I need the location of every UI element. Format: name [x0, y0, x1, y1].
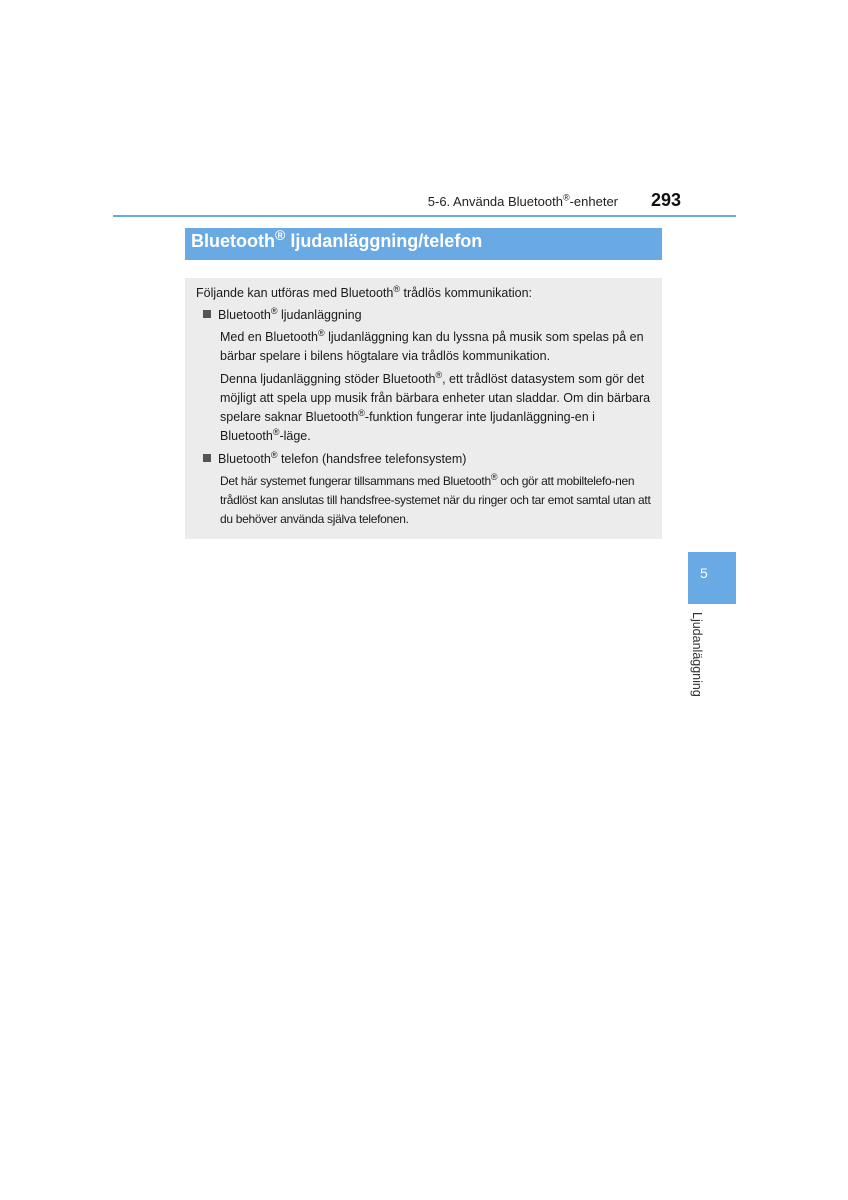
- info-box: [185, 278, 662, 539]
- section-title: [191, 227, 483, 251]
- phone-paragraph: [220, 472, 652, 529]
- registered-mark: ®: [358, 407, 365, 418]
- header-divider: [113, 215, 736, 217]
- square-bullet-icon: [203, 454, 211, 462]
- registered-mark: ®: [490, 472, 498, 482]
- audio-paragraph-2-part4: -läge.: [279, 429, 311, 443]
- section-title-suffix: ljudanläggning/telefon: [285, 231, 483, 251]
- phone-heading-prefix: Bluetooth: [218, 452, 271, 466]
- audio-paragraph-2-part3: -funktion fungerar inte ljudanläggning-en i Bluetooth: [220, 410, 595, 443]
- audio-paragraph-2: [220, 370, 652, 446]
- registered-mark: ®: [274, 227, 286, 243]
- intro-text-suffix: trådlös kommunikation:: [400, 286, 533, 300]
- audio-paragraph-1: [220, 328, 652, 366]
- audio-paragraph-2-part2: , ett trådlöst datasystem som gör det möjligt att spela upp musik från bärbara enheter utan sladdar. Om din bärbara spelare saknar Bluetooth: [220, 372, 651, 424]
- audio-paragraph-2-part1: Denna ljudanläggning stöder Bluetooth: [220, 372, 436, 386]
- chapter-number: 5: [700, 565, 708, 581]
- audio-paragraph-1-suffix: ljudanläggning kan du lyssna på musik som spelas på en bärbar spelare i bilens högtalare via trådlös kommunikation.: [220, 330, 644, 363]
- registered-mark: ®: [562, 192, 570, 203]
- running-header-suffix: -enheter: [569, 194, 618, 209]
- audio-heading: [196, 306, 652, 324]
- audio-heading-suffix: ljudanläggning: [277, 308, 362, 322]
- intro-text-prefix: Följande kan utföras med Bluetooth: [196, 286, 394, 300]
- phone-paragraph-suffix: och gör att mobiltelefo-nen trådlöst kan anslutas till handsfree-systemet när du ringer och tar emot samtal utan att du behöver använda själva telefonen.: [220, 474, 651, 526]
- registered-mark: ®: [270, 305, 278, 316]
- registered-mark: ®: [393, 283, 400, 294]
- running-header: [428, 194, 618, 209]
- audio-paragraph-1-prefix: Med en Bluetooth: [220, 330, 318, 344]
- registered-mark: ®: [318, 327, 325, 338]
- section-title-bar: [185, 228, 662, 260]
- registered-mark: ®: [272, 426, 280, 437]
- page-number: 293: [651, 190, 682, 210]
- section-title-prefix: Bluetooth: [191, 231, 275, 251]
- square-bullet-icon: [203, 310, 211, 318]
- registered-mark: ®: [270, 449, 278, 460]
- intro-text: [196, 284, 652, 302]
- running-header-prefix: 5-6. Använda Bluetooth: [427, 194, 563, 209]
- phone-heading-suffix: telefon (handsfree telefonsystem): [277, 452, 467, 466]
- chapter-label: Ljudanläggning: [690, 612, 704, 697]
- chapter-tab: [688, 552, 736, 604]
- phone-heading: [196, 450, 652, 468]
- phone-paragraph-prefix: Det här systemet fungerar tillsammans med Bluetooth: [220, 474, 491, 488]
- audio-heading-prefix: Bluetooth: [218, 308, 271, 322]
- registered-mark: ®: [435, 369, 443, 380]
